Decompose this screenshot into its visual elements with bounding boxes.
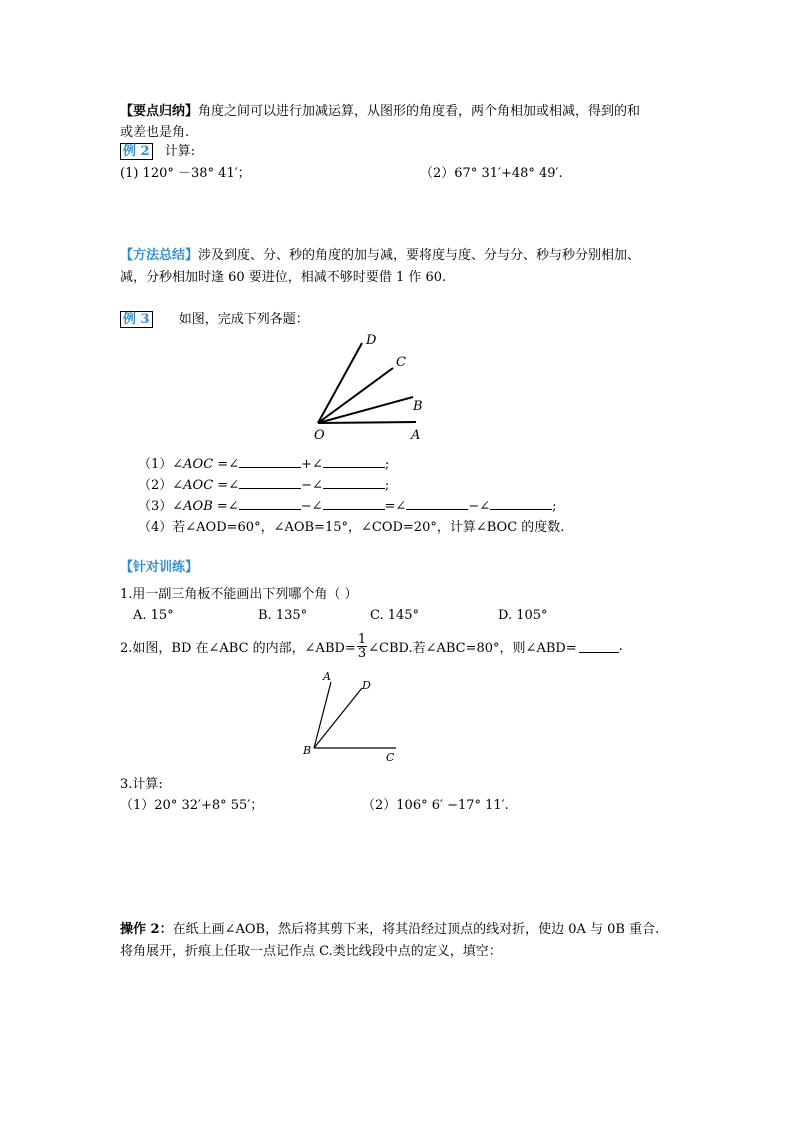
example-3-q4: （4）若∠AOD=60°，∠AOB=15°，∠COD=20°，计算∠BOC 的度数. <box>138 520 565 535</box>
q1-op: +∠ <box>301 457 323 472</box>
label-c: C <box>396 355 406 370</box>
option-a: A. 15° <box>133 608 174 623</box>
training-q1: 1.用一副三角板不能画出下列哪个角（ ） <box>120 587 358 602</box>
label-b: B <box>413 399 423 414</box>
ray-ob <box>318 397 413 423</box>
example-3-q1 <box>138 453 389 472</box>
label-d2: D <box>362 679 371 692</box>
example-2-q2: （2）67° 31′+48° 49′. <box>420 166 563 181</box>
key-points-line-2: 或差也是角. <box>120 125 190 140</box>
key-points-tag: 【要点归纳】 <box>120 104 199 119</box>
q3-blank-4[interactable] <box>490 497 552 510</box>
training-q3a: （1）20° 32′+8° 55′； <box>120 798 264 813</box>
label-b2: B <box>303 744 312 757</box>
key-points-text-1: 角度之间可以进行加减运算，从图形的角度看，两个角相加或相减，得到的和 <box>198 104 641 119</box>
q3-blank-3[interactable] <box>406 497 468 510</box>
q2-end: . <box>618 638 623 654</box>
example-3-q3 <box>138 495 556 514</box>
example-2-prompt: 计算: <box>164 144 196 159</box>
ray-od <box>318 343 362 423</box>
training-tag: 【针对训练】 <box>120 560 199 575</box>
fraction-numerator: 1 <box>357 631 367 647</box>
q1-blank-1[interactable] <box>239 455 301 468</box>
q2-end: ; <box>384 478 390 493</box>
q1-prefix: （1）∠ <box>138 457 184 472</box>
angle-figure-aob <box>300 328 440 446</box>
label-a: A <box>411 428 421 443</box>
training-q3: 3.计算: <box>120 777 163 792</box>
ray-oc <box>318 368 393 423</box>
ray-oa <box>318 422 416 423</box>
operation-tag: 操作 2： <box>120 922 173 937</box>
fraction-one-third <box>357 633 367 660</box>
example-3-header <box>120 308 309 327</box>
q3-angle: AOB <box>183 499 213 514</box>
example-3-prompt: 如图，完成下列各题： <box>178 312 309 327</box>
method-line-1 <box>120 244 640 263</box>
q1-end: ; <box>384 457 390 472</box>
q2-blank-1[interactable] <box>239 476 301 489</box>
operation-line-1 <box>120 918 659 937</box>
example-2-tag: 例 2 <box>120 143 153 160</box>
q2-prefix: （2）∠ <box>138 478 184 493</box>
q1-angle: AOC <box>183 457 214 472</box>
q2-blank-2[interactable] <box>323 476 385 489</box>
training-q2 <box>120 628 623 664</box>
q2-angle: AOC <box>183 478 214 493</box>
method-text-1: 涉及到度、分、秒的角度的加与减，要将度与度、分与分、秒与秒分别相加、 <box>198 248 641 263</box>
q1-blank-2[interactable] <box>323 455 385 468</box>
fraction-denominator: 3 <box>357 645 367 661</box>
method-line-2: 减，分秒相加时逢 60 要进位，相减不够时要借 1 作 60. <box>120 270 447 285</box>
q3-blank-1[interactable] <box>239 497 301 510</box>
q3-op-2: −∠ <box>468 499 491 514</box>
q2-eq: =∠ <box>213 478 240 493</box>
example-2-q1: (1) 120° －38° 41′； <box>120 166 251 181</box>
q3-blank-2[interactable] <box>323 497 385 510</box>
operation-line-2: 将角展开，折痕上任取一点记作点 C.类比线段中点的定义，填空： <box>120 944 502 959</box>
label-o: O <box>314 428 325 443</box>
operation-text-1: 在纸上画∠AOB，然后将其剪下来，将其沿经过顶点的线对折，使边 0A 与 0B 重合. <box>172 922 660 937</box>
option-c: C. 145° <box>370 608 420 623</box>
angle-figure-abc <box>296 668 406 768</box>
q3-eq-2: =∠ <box>384 499 407 514</box>
q3-end: ; <box>552 499 557 514</box>
example-3-tag: 例 3 <box>120 311 153 328</box>
option-d: D. 105° <box>498 608 548 623</box>
q2-op: −∠ <box>301 478 323 493</box>
label-c2: C <box>386 751 395 764</box>
q2-text-pre: 2.如图，BD 在∠ABC 的内部，∠ABD= <box>120 640 356 656</box>
q2-answer-blank[interactable] <box>579 640 619 653</box>
example-2-header <box>120 140 195 159</box>
q3-op-1: −∠ <box>300 499 323 514</box>
q3-eq: =∠ <box>212 499 239 514</box>
label-d: D <box>366 333 377 348</box>
option-b: B. 135° <box>258 608 308 623</box>
example-3-q2 <box>138 474 389 493</box>
q3-prefix: （3）∠ <box>138 499 184 514</box>
method-tag: 【方法总结】 <box>120 248 199 263</box>
q2-text-post: ∠CBD.若∠ABC=80°，则∠ABD= <box>368 640 577 656</box>
training-q3b: （2）106° 6′ −17° 11′. <box>362 798 509 813</box>
q1-eq: =∠ <box>213 457 240 472</box>
key-points-line-1 <box>120 100 640 119</box>
label-a2: A <box>323 670 331 683</box>
